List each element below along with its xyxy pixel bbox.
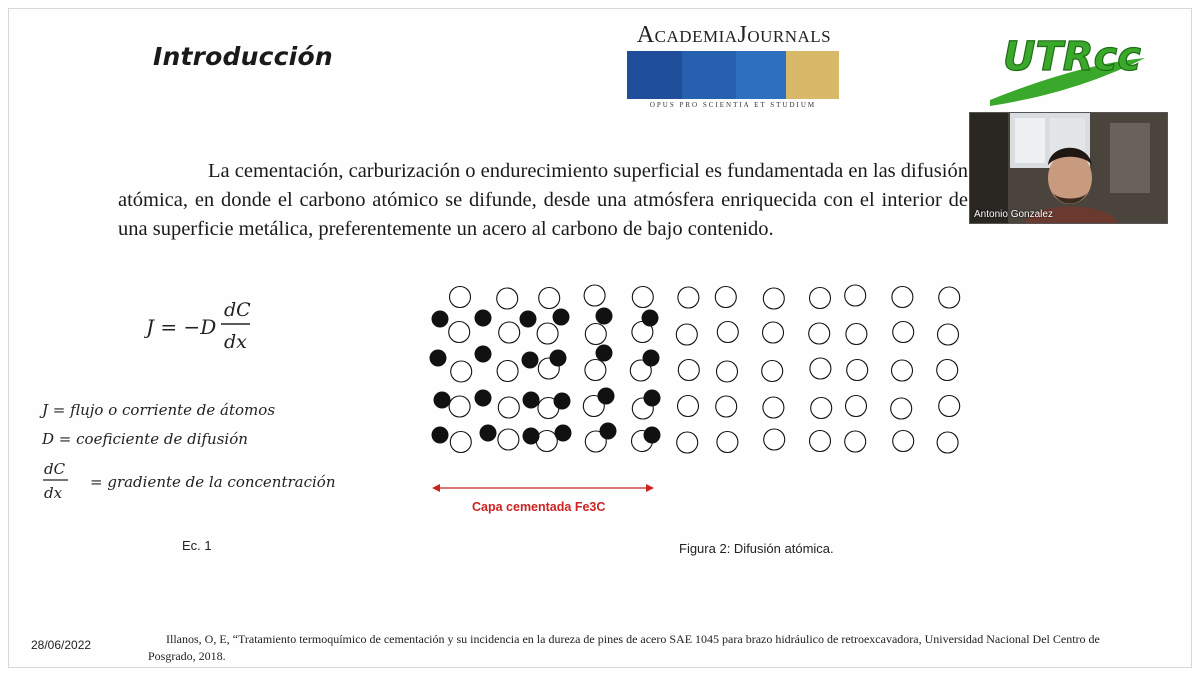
iron-atom [939, 396, 960, 417]
reference-citation: Illanos, O, E, “Tratamiento termoquímico de cementación y su incidencia en la dureza de pines de acero SAE 1045 para brazo hidráulico de retroexcavadora, Universidad Nacional Del Centro de Posgrado, 2018. [148, 632, 1100, 663]
iron-atom [937, 360, 958, 381]
iron-atom [451, 361, 472, 382]
svg-text:dx: dx [44, 484, 63, 502]
carbon-atom [598, 388, 615, 405]
utrcc-logo [985, 18, 1150, 108]
definition-d: D = coeficiente de difusión [42, 430, 248, 448]
carbon-atom [480, 425, 497, 442]
iron-atom [846, 396, 867, 417]
carbon-atom [475, 346, 492, 363]
iron-atom [715, 287, 736, 308]
iron-atom [678, 396, 699, 417]
academia-journals-color-band [627, 51, 839, 99]
iron-atom [499, 322, 520, 343]
carbon-atom [644, 427, 661, 444]
equation-definitions [42, 398, 382, 508]
equation-denominator: dx [224, 331, 247, 353]
iron-atom [847, 360, 868, 381]
iron-atom [677, 432, 698, 453]
carbon-atom [642, 310, 659, 327]
webcam-video [970, 113, 1167, 223]
carbon-atom [475, 390, 492, 407]
iron-atom [450, 432, 471, 453]
definition-gradient: = gradiente de la concentración [90, 473, 336, 491]
iron-atom [763, 322, 784, 343]
iron-atom [846, 324, 867, 345]
carbon-atom [596, 345, 613, 362]
iron-atom [763, 288, 784, 309]
webcam-tile[interactable] [969, 112, 1168, 224]
carbon-atom [643, 350, 660, 367]
iron-atom [810, 431, 831, 452]
iron-atom [584, 285, 605, 306]
iron-atom [892, 360, 913, 381]
academia-journals-logo [626, 22, 840, 112]
iron-atom [810, 358, 831, 379]
iron-atom [939, 287, 960, 308]
iron-atom [845, 431, 866, 452]
iron-atom [938, 324, 959, 345]
iron-atom [497, 288, 518, 309]
iron-atom [762, 361, 783, 382]
iron-atom [678, 287, 699, 308]
intro-paragraph: La cementación, carburización o endurecimiento superficial es fundamentada en las difusión atómica, en donde el carbono atómico se difunde, desde una atmósfera enriquecida con el interior de una superficie metálica, preferentemente un acero al carbono de bajo contenido. [118, 160, 968, 240]
equation-number: Ec. 1 [182, 538, 212, 553]
iron-atom [539, 288, 560, 309]
iron-atom [678, 360, 699, 381]
iron-atom [809, 323, 830, 344]
iron-atom [632, 287, 653, 308]
slide-title: Introducción [153, 42, 333, 71]
iron-atom [717, 361, 738, 382]
equation-numerator: dC [224, 299, 251, 321]
utrcc-wordmark: UTRcc [1003, 34, 1141, 80]
carbon-atom [432, 427, 449, 444]
diffusion-equation [144, 296, 264, 356]
iron-atom [891, 398, 912, 419]
definition-j: J = flujo o corriente de átomos [42, 401, 276, 419]
iron-atom [585, 324, 606, 345]
cemented-layer-label: Capa cementada Fe3C [472, 500, 606, 514]
atomic-diffusion-figure [420, 276, 980, 526]
carbon-atom [550, 350, 567, 367]
iron-atom [892, 287, 913, 308]
carbon-atom [554, 393, 571, 410]
carbon-atom [555, 425, 572, 442]
academia-journals-motto: OPUS PRO SCIENTIA ET STUDIUM [649, 101, 817, 109]
carbon-atom [600, 423, 617, 440]
iron-atom [498, 397, 519, 418]
cemented-layer-arrow [432, 484, 654, 492]
iron-atom [764, 429, 785, 450]
iron-atom [893, 431, 914, 452]
carbon-atom [596, 308, 613, 325]
slide-date: 28/06/2022 [31, 638, 92, 652]
carbon-atom [522, 352, 539, 369]
iron-atom [893, 322, 914, 343]
carbon-atom [520, 311, 537, 328]
carbon-atom [432, 311, 449, 328]
iron-atom [537, 323, 558, 344]
iron-atom [937, 432, 958, 453]
iron-atom [585, 360, 606, 381]
iron-atom [810, 288, 831, 309]
carbon-atom [475, 310, 492, 327]
iron-atom [450, 287, 471, 308]
iron-atom [498, 429, 519, 450]
gradient-fraction [42, 458, 92, 502]
iron-atom [717, 432, 738, 453]
iron-atom [676, 324, 697, 345]
iron-atom [717, 322, 738, 343]
iron-atom [536, 431, 557, 452]
carbon-atom [644, 390, 661, 407]
iron-atom [716, 396, 737, 417]
figure-caption: Figura 2: Difusión atómica. [679, 541, 834, 556]
carbon-atom [430, 350, 447, 367]
iron-atom [497, 361, 518, 382]
academia-journals-wordmark: AcademiaJournals [636, 22, 832, 48]
carbon-atom [434, 392, 451, 409]
carbon-atom [523, 392, 540, 409]
equation-lhs: J = −D [146, 315, 217, 339]
iron-atom [763, 397, 784, 418]
iron-atom [449, 322, 470, 343]
carbon-atom [523, 428, 540, 445]
iron-atom [845, 285, 866, 306]
svg-text:dC: dC [44, 460, 66, 478]
carbon-atom [553, 309, 570, 326]
iron-atom [449, 396, 470, 417]
participant-name: Antonio Gonzalez [974, 209, 1053, 220]
iron-atom [811, 398, 832, 419]
